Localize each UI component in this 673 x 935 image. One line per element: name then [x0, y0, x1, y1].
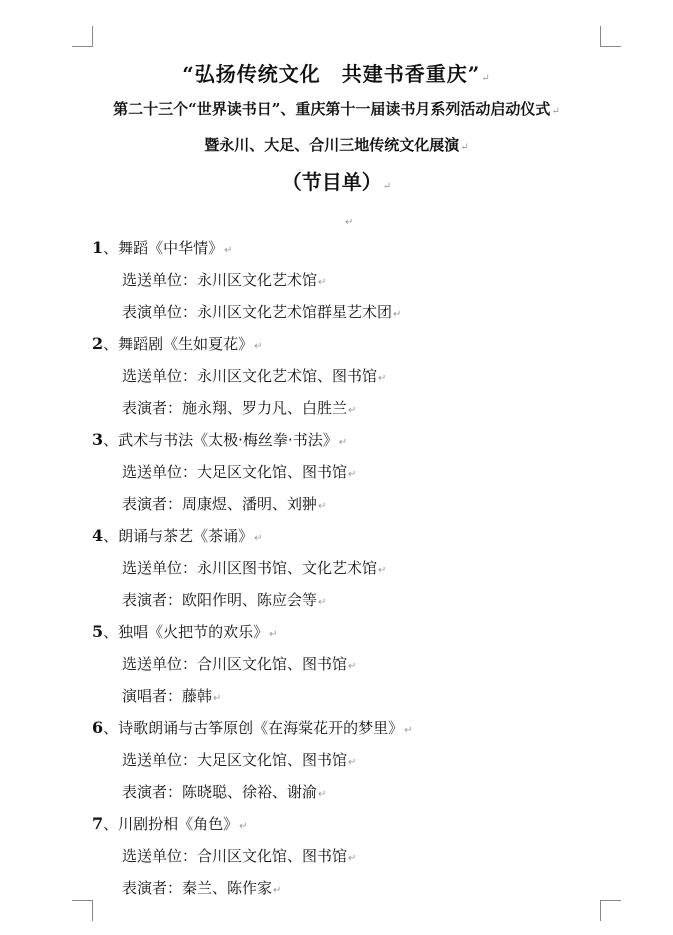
paragraph-mark: ↵ — [213, 693, 222, 704]
program-item-title — [92, 428, 612, 460]
detail-text: 选送单位：大足区文化馆、图书馆 — [122, 751, 348, 769]
paragraph-mark: ↵ — [348, 757, 357, 768]
paragraph-mark: ↵ — [318, 501, 327, 512]
program-item-detail — [92, 460, 612, 492]
paragraph-mark: ↵ — [348, 469, 357, 480]
paragraph-mark: ↵ — [254, 341, 263, 352]
program-item-detail — [92, 396, 612, 428]
item-number: 3 — [92, 430, 104, 449]
paragraph-mark: ↵ — [338, 437, 348, 448]
item-number: 5 — [92, 622, 104, 641]
item-title-text: 舞蹈《中华情》 — [118, 239, 224, 257]
item-separator: 、 — [103, 527, 119, 545]
program-item-detail — [92, 748, 612, 780]
program-label: （节目单）↵ — [281, 170, 392, 194]
paragraph-mark: ↵ — [378, 565, 387, 576]
paragraph-mark: ↵ — [404, 725, 413, 736]
item-number: 2 — [92, 334, 104, 353]
item-title-text: 独唱《火把节的欢乐》 — [118, 623, 269, 641]
item-separator: 、 — [103, 815, 119, 833]
detail-text: 表演者：施永翔、罗力凡、白胜兰 — [122, 399, 348, 417]
item-title-text: 武术与书法《太极·梅丝拳·书法》 — [118, 431, 338, 449]
item-separator: 、 — [103, 239, 119, 257]
detail-text: 表演者：周康煜、潘明、刘翀 — [122, 495, 318, 513]
item-number: 7 — [92, 814, 104, 833]
program-item-title — [92, 524, 612, 556]
program-item-title — [92, 716, 612, 748]
detail-text: 选送单位：合川区文化馆、图书馆 — [122, 655, 348, 673]
program-item-detail — [92, 780, 612, 812]
detail-text: 选送单位：永川区文化艺术馆 — [122, 271, 318, 289]
program-item-detail — [92, 684, 612, 716]
program-item-title — [92, 332, 612, 364]
empty-paragraph: ↵ — [345, 217, 354, 228]
item-title-text: 川剧扮相《角色》 — [118, 815, 239, 833]
item-number: 6 — [92, 718, 104, 737]
item-number: 4 — [92, 526, 104, 545]
program-item-detail — [92, 492, 612, 524]
program-item-title — [92, 812, 612, 844]
item-separator: 、 — [103, 431, 119, 449]
paragraph-mark: ↵ — [393, 309, 402, 320]
item-title-text: 舞蹈剧《生如夏花》 — [118, 335, 254, 353]
document-subtitle-1: 第二十三个“世界读书日”、重庆第十一届读书月系列活动启动仪式↵ — [113, 100, 560, 118]
item-title-text: 朗诵与茶艺《茶诵》 — [118, 527, 254, 545]
page-corner-bottom-left — [72, 900, 93, 921]
program-item-detail — [92, 556, 612, 588]
program-item-title — [92, 620, 612, 652]
item-number: 1 — [92, 238, 104, 257]
paragraph-mark: ↵ — [348, 405, 357, 416]
paragraph-mark: ↵ — [273, 885, 282, 896]
document-title: “弘扬传统文化 共建书香重庆”↵ — [182, 62, 491, 86]
page-corner-top-left — [72, 26, 93, 47]
detail-text: 表演单位：永川区文化艺术馆群星艺术团 — [122, 303, 393, 321]
item-separator: 、 — [103, 719, 119, 737]
page-corner-top-right — [600, 26, 621, 47]
program-item-detail — [92, 364, 612, 396]
paragraph-mark: ↵ — [318, 789, 327, 800]
detail-text: 表演者：秦兰、陈作家 — [122, 879, 273, 897]
paragraph-mark: ↵ — [239, 821, 248, 832]
paragraph-mark: ↵ — [378, 373, 387, 384]
program-item-detail — [92, 268, 612, 300]
program-item-detail — [92, 652, 612, 684]
detail-text: 选送单位：永川区图书馆、文化艺术馆 — [122, 559, 378, 577]
detail-text: 选送单位：合川区文化馆、图书馆 — [122, 847, 348, 865]
program-item-detail — [92, 876, 612, 908]
detail-text: 选送单位：永川区文化艺术馆、图书馆 — [122, 367, 378, 385]
program-item-detail — [92, 588, 612, 620]
paragraph-mark: ↵ — [254, 533, 263, 544]
detail-text: 表演者：欧阳作明、陈应会等 — [122, 591, 318, 609]
detail-text: 选送单位：大足区文化馆、图书馆 — [122, 463, 348, 481]
paragraph-mark: ↵ — [224, 245, 233, 256]
item-separator: 、 — [103, 623, 119, 641]
program-item-title — [92, 236, 612, 268]
paragraph-mark: ↵ — [348, 853, 357, 864]
program-item-detail — [92, 844, 612, 876]
paragraph-mark: ↵ — [348, 661, 357, 672]
program-list — [92, 236, 612, 908]
detail-text: 表演者：陈晓聪、徐裕、谢渝 — [122, 783, 318, 801]
detail-text: 演唱者：藤韩 — [122, 687, 213, 705]
document-subtitle-2: 暨永川、大足、合川三地传统文化展演↵ — [204, 136, 469, 154]
paragraph-mark: ↵ — [318, 277, 327, 288]
paragraph-mark: ↵ — [318, 597, 327, 608]
item-separator: 、 — [103, 335, 119, 353]
paragraph-mark: ↵ — [269, 629, 278, 640]
item-title-text: 诗歌朗诵与古筝原创《在海棠花开的梦里》 — [118, 719, 404, 737]
program-item-detail — [92, 300, 612, 332]
